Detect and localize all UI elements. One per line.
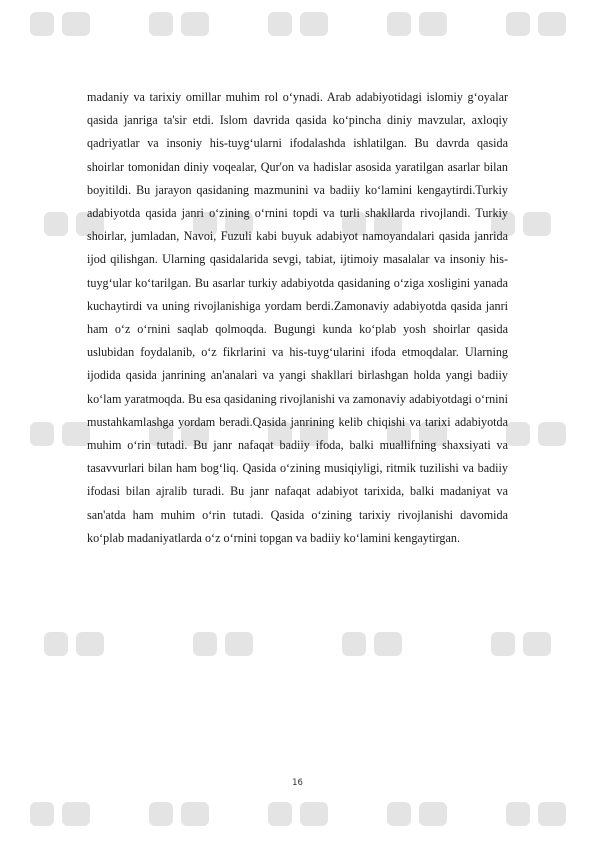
watermark-row	[0, 630, 595, 658]
watermark-logo-icon	[340, 630, 404, 658]
watermark-logo-icon	[385, 800, 449, 828]
body-paragraph: madaniy va tarixiy omillar muhim rol o‘ynadi. Arab adabiyotidagi islomiy g‘oyalar qasida janriga ta'sir etdi. Islom davrida qasida ko‘pincha diniy mavzular, axloqiy qadriyatlar va insoniy his-tuyg‘ularni ifodalashda ishlatilgan. Bu davrda qasida shoirlar tomonidan diniy voqealar, Qur'on va hadislar asosida yaratilgan asarlar bilan boyitildi. Bu jarayon qasidaning mazmunini va badiiy ko‘lamini kengaytirdi.Turkiy adabiyotda qasida janri o‘zining o‘rnini topdi va turli shakllarda rivojlandi. Turkiy shoirlar, jumladan, Navoi, Fuzuli kabi buyuk adabiyot namoyandalari qasida janrida ijod qilishgan. Ularning qasidalarida sevgi, tabiat, ijtimoiy masalalar va insoniy his-tuyg‘ular ko‘tarilgan. Bu asarlar turkiy adabiyotda qasidaning o‘ziga xosligini yanada kuchaytirdi va uning rivojlanishiga yordam berdi.Zamonaviy adabiyotda qasida janri ham o‘z o‘rnini saqlab qolmoqda. Bugungi kunda ko‘plab yosh shoirlar qasida uslubidan foydalanib, o‘z fikrlarini va his-tuyg‘ularini ifoda etmoqdalar. Ularning ijodida qasida janrining an'analari va yangi shakllari birlashgan holda yangi badiiy ko‘lam yaratmoqda. Bu esa qasidaning rivojlanishi va zamonaviy adabiyotdagi o‘rnini mustahkamlashga yordam beradi.Qasida janrining kelib chiqishi va tarixi adabiyotda muhim o‘rin tutadi. Bu janr nafaqat badiiy ifoda, balki muallifning shaxsiyati va tasavvurlari bilan ham bog‘liq. Qasida o‘zining musiqiyligi, ritmik tuzilishi va badiiy ifodasi bilan ajralib turadi. Bu janr nafaqat adabiyot tarixida, balki madaniyat va san'atda ham muhim o‘rin tutadi. Qasida o‘zining tarixiy rivojlanishi davomida ko‘plab madaniyatlarda o‘z o‘rnini topgan va badiiy ko‘lamini kengaytirgan.	[87, 90, 508, 545]
watermark-logo-icon	[42, 630, 106, 658]
page-number: 16	[292, 778, 303, 788]
watermark-logo-icon	[504, 420, 568, 448]
watermark-logo-icon	[266, 10, 330, 38]
watermark-logo-icon	[28, 800, 92, 828]
watermark-logo-icon	[504, 10, 568, 38]
body-text	[87, 86, 508, 550]
watermark-logo-icon	[385, 10, 449, 38]
watermark-row-bottom	[0, 800, 595, 828]
watermark-logo-icon	[147, 800, 211, 828]
watermark-logo-icon	[504, 800, 568, 828]
watermark-logo-icon	[28, 420, 92, 448]
watermark-logo-icon	[147, 10, 211, 38]
watermark-logo-icon	[191, 630, 255, 658]
watermark-logo-icon	[266, 800, 330, 828]
watermark-row-top	[0, 10, 595, 38]
watermark-logo-icon	[28, 10, 92, 38]
watermark-logo-icon	[489, 630, 553, 658]
